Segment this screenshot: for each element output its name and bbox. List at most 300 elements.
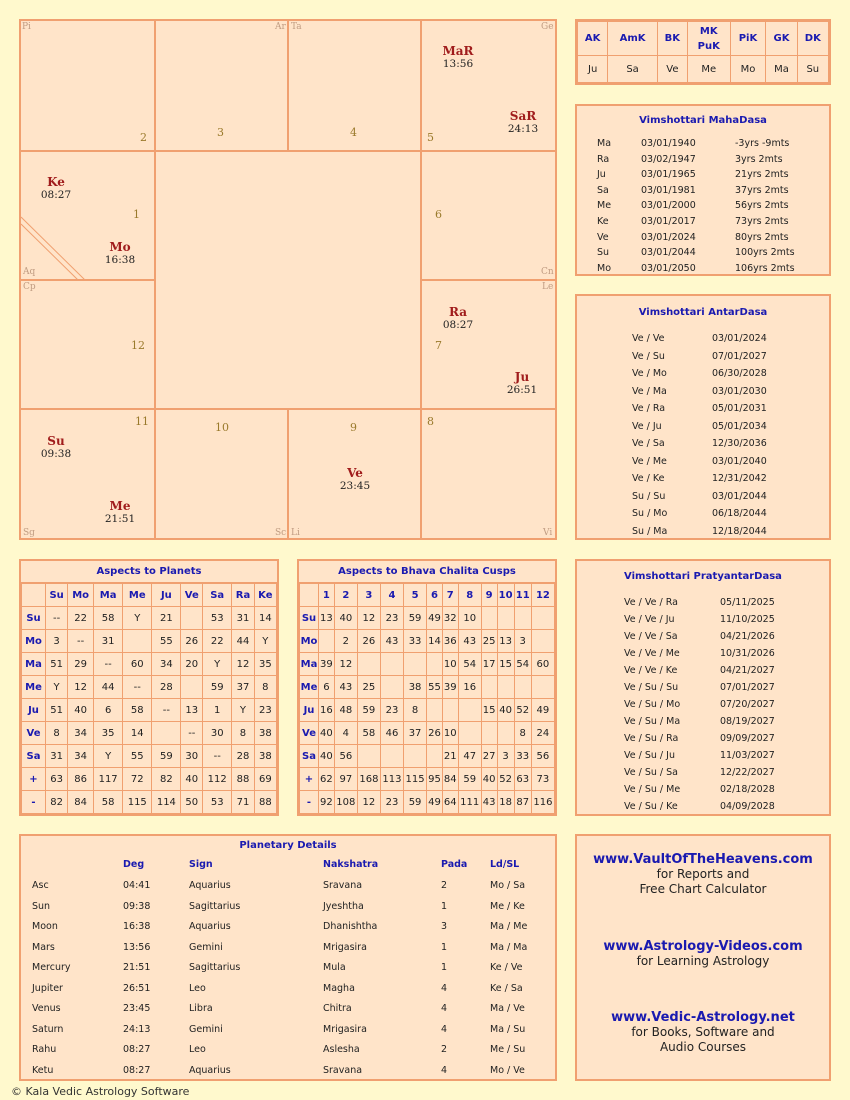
aspect-cell: 54 (458, 653, 481, 676)
aspect-cell: 25 (357, 676, 380, 699)
aspect-cell: 63 (46, 768, 68, 791)
aspect-row-header: + (22, 768, 46, 791)
mahadasa-cell: 21yrs 2mts (735, 169, 789, 181)
antardasa-cell: 03/01/2040 (712, 455, 767, 467)
aspect-cell: 8 (46, 722, 68, 745)
mahadasa-cell: Ju (597, 169, 606, 181)
aspect-cell: 23 (380, 791, 403, 814)
aspect-cell: 14 (254, 607, 276, 630)
aspect-cell: 108 (334, 791, 357, 814)
planetary-details-cell: Ke / Ve (490, 962, 523, 973)
planetary-details-header: Pada (441, 859, 468, 870)
aspect-column-header: 1 (319, 584, 335, 607)
aspect-cell: 38 (254, 745, 276, 768)
aspect-column-header: Ke (254, 584, 276, 607)
planetary-details-cell: Ke / Sa (490, 982, 523, 994)
aspect-cell: 56 (531, 745, 554, 768)
mahadasa-cell: Sa (597, 184, 609, 196)
aspect-cell: 12 (68, 676, 94, 699)
aspect-column-header: 3 (357, 584, 380, 607)
planetary-details-planet: Rahu (32, 1044, 57, 1055)
antardasa-cell: Ve / Sa (632, 438, 665, 449)
planet-name: Me (109, 499, 131, 513)
mahadasa-cell: Su (597, 247, 610, 259)
planetary-details-cell: 26:51 (123, 982, 151, 994)
karaka-value: Mo (730, 56, 766, 83)
aspect-cell: 8 (404, 699, 427, 722)
planetary-details-cell: Ma / Ve (490, 1003, 525, 1014)
planetary-details-cell: 23:45 (123, 1003, 151, 1014)
mahadasa-cell: 3yrs 2mts (735, 153, 783, 165)
aspect-cell (404, 653, 427, 676)
aspect-cell: 31 (94, 630, 123, 653)
aspect-cell: 37 (232, 676, 254, 699)
aspect-cell: 21 (152, 607, 181, 630)
sign-label-ge: Ge (541, 22, 554, 32)
karaka-header-row (578, 22, 829, 56)
aspect-cell: 50 (181, 791, 203, 814)
aspect-cell: 97 (334, 768, 357, 791)
aspect-cell: 1 (203, 699, 232, 722)
ad-link-astrology-videos[interactable]: www.Astrology-Videos.com (603, 939, 803, 954)
pratyantardasa-cell: Ve / Su / Mo (624, 699, 681, 710)
aspect-header-row (22, 584, 277, 607)
aspect-row (300, 722, 555, 745)
aspect-cell: 40 (181, 768, 203, 791)
antardasa-panel (575, 294, 831, 540)
aspect-cell: 72 (123, 768, 152, 791)
antardasa-cell: 03/01/2030 (712, 385, 767, 397)
antardasa-cell: 03/01/2024 (712, 333, 767, 344)
aspect-cell: 59 (357, 699, 380, 722)
aspect-column-header: 10 (497, 584, 514, 607)
karaka-header: AmK (608, 22, 657, 56)
planet-mercury (90, 499, 150, 525)
aspect-cell: 69 (254, 768, 276, 791)
aspect-cell (497, 722, 514, 745)
aspect-cell: 26 (427, 722, 443, 745)
mahadasa-cell: -3yrs -9mts (735, 138, 790, 149)
aspect-cell: -- (123, 676, 152, 699)
aspects-to-planets-panel (19, 559, 279, 816)
antardasa-cell: 07/01/2027 (712, 350, 767, 362)
aspect-column-header: Me (123, 584, 152, 607)
pratyantardasa-cell: 08/19/2027 (720, 716, 775, 727)
planetary-details-cell: 24:13 (123, 1023, 151, 1035)
planetary-details-cell: Libra (189, 1003, 213, 1014)
ad-vault (577, 852, 829, 897)
house-number-3: 3 (217, 126, 224, 139)
ad-line: Free Chart Calculator (639, 882, 767, 896)
mahadasa-cell: 03/01/2000 (641, 200, 696, 212)
planetary-details-cell: 04:41 (123, 880, 151, 891)
aspect-cell: 8 (514, 722, 531, 745)
sign-label-sg: Sg (23, 528, 35, 538)
planetary-details-planet: Venus (32, 1003, 61, 1014)
karaka-header: PiK (730, 22, 766, 56)
planet-degree: 26:51 (506, 384, 538, 396)
aspect-cell (380, 745, 403, 768)
aspect-row-header: Ma (22, 653, 46, 676)
planet-sun (26, 434, 86, 460)
aspect-row-header: Su (22, 607, 46, 630)
aspect-row-header: + (300, 768, 319, 791)
aspect-cell: 116 (531, 791, 554, 814)
aspect-row-header: Ju (22, 699, 46, 722)
pratyantardasa-cell: 04/09/2028 (720, 801, 775, 812)
chart-grid (21, 21, 555, 538)
planet-degree: 23:45 (339, 480, 371, 492)
planetary-details-cell: Leo (189, 1044, 206, 1055)
aspect-column-header: Su (46, 584, 68, 607)
planet-rahu (428, 305, 488, 331)
aspect-cell: -- (68, 630, 94, 653)
pratyantardasa-cell: 04/21/2026 (720, 631, 775, 642)
aspect-cell: 15 (481, 699, 497, 722)
aspect-cell: 26 (181, 630, 203, 653)
aspect-row (300, 630, 555, 653)
aspect-header-row (300, 584, 555, 607)
aspect-cell (319, 630, 335, 653)
aspect-row-header: - (300, 791, 319, 814)
pratyantardasa-cell: 05/11/2025 (720, 597, 775, 608)
mahadasa-cell: Ve (597, 231, 609, 243)
aspect-cell: 51 (46, 699, 68, 722)
aspect-cell: 59 (152, 745, 181, 768)
planet-degree: 08:27 (442, 319, 474, 331)
planetary-details-cell: 2 (441, 1044, 448, 1055)
aspect-cell: 49 (427, 607, 443, 630)
aspect-cell: 86 (68, 768, 94, 791)
aspect-cell: 59 (458, 768, 481, 791)
aspect-column-header: 6 (427, 584, 443, 607)
aspect-cell: 34 (152, 653, 181, 676)
aspect-row (22, 630, 277, 653)
aspect-cell (404, 745, 427, 768)
aspect-cell: 13 (181, 699, 203, 722)
pratyantardasa-cell: 02/18/2028 (720, 784, 775, 795)
aspect-corner-cell (22, 584, 46, 607)
planet-mars-retro (428, 44, 488, 70)
planet-name: Mo (109, 240, 131, 254)
mahadasa-cell: 03/01/2017 (641, 216, 696, 227)
planetary-details-cell: Gemini (189, 1023, 223, 1035)
planetary-details-cell: Ma / Me (490, 921, 528, 932)
planetary-details-cell: Magha (323, 982, 355, 994)
planetary-details-cell: 21:51 (123, 962, 151, 973)
aspect-cell: 58 (123, 699, 152, 722)
aspect-cell: 44 (232, 630, 254, 653)
planetary-details-cell: 4 (441, 1064, 448, 1076)
sign-label-le: Le (542, 282, 554, 292)
aspect-column-header: 4 (380, 584, 403, 607)
aspect-cell: 12 (232, 653, 254, 676)
planetary-details-cell: 4 (441, 1003, 448, 1014)
sign-label-pi: Pi (22, 22, 31, 32)
aspect-cell: 38 (404, 676, 427, 699)
planet-jupiter (492, 370, 552, 396)
sign-label-cp: Cp (23, 282, 36, 292)
aspect-cell: 31 (232, 607, 254, 630)
antardasa-cell: Su / Su (632, 490, 666, 502)
aspect-cell: 37 (404, 722, 427, 745)
antardasa-cell: 06/30/2028 (712, 368, 767, 379)
aspect-cell: 43 (380, 630, 403, 653)
pratyantardasa-cell: 11/10/2025 (720, 614, 775, 625)
mahadasa-cell: 106yrs 2mts (735, 262, 795, 274)
aspect-cell: 55 (123, 745, 152, 768)
aspect-cell: 38 (254, 722, 276, 745)
pratyantardasa-cell: 09/09/2027 (720, 733, 775, 744)
aspect-cell: 55 (427, 676, 443, 699)
karaka-value: Ma (766, 56, 797, 83)
aspect-cell (531, 607, 554, 630)
aspect-cell: 33 (404, 630, 427, 653)
aspect-column-header: Ve (181, 584, 203, 607)
pratyantardasa-cell: Ve / Su / Me (624, 784, 681, 795)
pratyantardasa-panel (575, 559, 831, 816)
aspect-cell: 36 (442, 630, 458, 653)
aspect-cell: 48 (334, 699, 357, 722)
pratyantardasa-cell: Ve / Ve / Ju (624, 614, 675, 625)
house-number-10: 10 (215, 421, 229, 434)
ad-vedic (577, 1010, 829, 1055)
aspect-cell: 64 (442, 791, 458, 814)
planetary-details-cell: Gemini (189, 941, 223, 953)
planetary-details-header: Deg (123, 859, 145, 870)
aspects-to-bhava-panel (297, 559, 557, 816)
aspect-cell: 115 (123, 791, 152, 814)
aspect-cell: 22 (68, 607, 94, 630)
antardasa-cell: 03/01/2044 (712, 490, 767, 502)
ad-link-vedic-astrology[interactable]: www.Vedic-Astrology.net (611, 1010, 795, 1025)
antardasa-cell: Ve / Ve (632, 333, 665, 344)
aspect-cell: 10 (458, 607, 481, 630)
ad-link-vaultoftheheavens[interactable]: www.VaultOfTheHeavens.com (593, 852, 813, 867)
karaka-value: Ve (657, 56, 687, 83)
sign-label-vi: Vi (543, 528, 553, 538)
aspect-column-header: Ma (94, 584, 123, 607)
planetary-details-cell: Mrigasira (323, 941, 367, 953)
aspect-cell: 10 (442, 653, 458, 676)
aspect-cell: 12 (357, 791, 380, 814)
planet-name: Ve (347, 466, 363, 480)
planet-name: Ju (514, 370, 530, 384)
aspect-cell: 52 (497, 768, 514, 791)
aspect-cell (427, 745, 443, 768)
aspect-row (300, 676, 555, 699)
aspect-cell: 4 (334, 722, 357, 745)
north-indian-chart (19, 19, 557, 540)
aspect-cell: 58 (94, 607, 123, 630)
karaka-value: Sa (608, 56, 657, 83)
aspect-cell: 40 (319, 722, 335, 745)
aspect-row-header: Me (300, 676, 319, 699)
aspect-cell: 23 (254, 699, 276, 722)
ad-line: for Learning Astrology (636, 954, 770, 968)
aspect-cell: 35 (254, 653, 276, 676)
aspect-cell: 3 (514, 630, 531, 653)
sign-label-li: Li (291, 528, 300, 538)
aspect-cell: 88 (254, 791, 276, 814)
mahadasa-cell: 03/01/1940 (641, 138, 696, 149)
aspect-cell: 58 (357, 722, 380, 745)
planet-ketu (26, 175, 86, 201)
house-number-4: 4 (350, 126, 357, 139)
antardasa-cell: Ve / Mo (632, 368, 667, 379)
aspect-cell: 88 (232, 768, 254, 791)
mahadasa-cell: 03/01/1965 (641, 169, 696, 181)
ads-panel (575, 834, 831, 1081)
planetary-details-cell: Dhanishtha (323, 921, 378, 932)
aspect-cell (481, 722, 497, 745)
aspect-cell: 43 (334, 676, 357, 699)
aspect-cell (357, 653, 380, 676)
antardasa-cell: Ve / Su (632, 350, 665, 362)
aspect-column-header: 2 (334, 584, 357, 607)
karaka-value: Ju (578, 56, 608, 83)
aspect-cell: 40 (334, 607, 357, 630)
aspect-cell: -- (152, 699, 181, 722)
aspect-cell (531, 676, 554, 699)
planetary-details-planet: Ketu (32, 1064, 54, 1076)
aspect-cell: 12 (357, 607, 380, 630)
aspect-cell: 62 (319, 768, 335, 791)
planetary-details-title: Planetary Details (239, 840, 337, 851)
planetary-details-cell: 1 (441, 900, 448, 912)
aspect-row (22, 768, 277, 791)
planetary-details-cell: 09:38 (123, 900, 151, 912)
planet-name: Ra (448, 305, 468, 319)
aspect-row-header: Mo (300, 630, 319, 653)
planetary-details-cell: Aquarius (189, 921, 231, 932)
aspect-cell: 17 (481, 653, 497, 676)
sign-label-ta: Ta (291, 22, 302, 32)
aspect-cell: 114 (152, 791, 181, 814)
aspect-cell (497, 676, 514, 699)
aspect-column-header: 12 (531, 584, 554, 607)
aspect-cell: 46 (380, 722, 403, 745)
planet-degree: 21:51 (104, 513, 136, 525)
aspect-row (300, 699, 555, 722)
aspect-row-header: Su (300, 607, 319, 630)
aspect-cell: 58 (94, 791, 123, 814)
aspect-column-header: Ju (152, 584, 181, 607)
planet-name: Su (47, 434, 65, 448)
aspect-cell: 18 (497, 791, 514, 814)
aspect-row (22, 791, 277, 814)
aspect-cell: 84 (442, 768, 458, 791)
aspect-cell: 39 (319, 653, 335, 676)
aspect-cell: 56 (334, 745, 357, 768)
planetary-details-header: Ld/SL (490, 859, 520, 870)
karaka-header: AK (578, 22, 608, 56)
antardasa-cell: 12/31/2042 (712, 473, 767, 484)
aspect-row (300, 768, 555, 791)
pratyantardasa-cell: Ve / Ve / Sa (624, 631, 678, 642)
aspect-cell (442, 699, 458, 722)
aspect-cell: 8 (254, 676, 276, 699)
planetary-details-planet: Asc (32, 880, 49, 891)
planetary-details-cell: Mo / Ve (490, 1064, 525, 1076)
aspect-cell: 34 (68, 722, 94, 745)
aspect-cell: 95 (427, 768, 443, 791)
antardasa-cell: 06/18/2044 (712, 508, 767, 519)
planetary-details-header: Sign (189, 859, 213, 870)
aspect-cell: 3 (497, 745, 514, 768)
aspect-cell: 49 (531, 699, 554, 722)
aspect-row (300, 607, 555, 630)
aspect-cell: 6 (94, 699, 123, 722)
aspect-cell: 20 (181, 653, 203, 676)
aspect-cell: 59 (404, 607, 427, 630)
planetary-details-planet: Sun (32, 900, 51, 912)
aspect-column-header: Sa (203, 584, 232, 607)
antardasa-cell: 12/18/2044 (712, 525, 767, 537)
aspect-cell (514, 676, 531, 699)
mahadasa-panel (575, 104, 831, 276)
aspect-cell: 30 (181, 745, 203, 768)
aspect-row-header: Mo (22, 630, 46, 653)
aspect-cell: 44 (94, 676, 123, 699)
aspects-to-planets-title: Aspects to Planets (21, 561, 277, 583)
karaka-header: BK (657, 22, 687, 56)
aspect-cell: Y (254, 630, 276, 653)
pratyantardasa-cell: 04/21/2027 (720, 665, 775, 676)
aspect-cell: 3 (46, 630, 68, 653)
aspect-cell: 60 (123, 653, 152, 676)
aspect-cell: 24 (531, 722, 554, 745)
aspect-corner-cell (300, 584, 319, 607)
planet-saturn-retro (493, 109, 553, 135)
planetary-details-cell: Jyeshtha (323, 900, 364, 912)
aspect-cell: 112 (203, 768, 232, 791)
sign-label-cn: Cn (541, 267, 554, 277)
planet-name: Ke (47, 175, 65, 189)
aspect-cell (531, 630, 554, 653)
aspect-cell (123, 630, 152, 653)
planetary-details-cell: Mrigasira (323, 1023, 367, 1035)
pratyantardasa-cell: Ve / Su / Ju (624, 750, 675, 761)
aspect-cell: 34 (68, 745, 94, 768)
planetary-details-planet: Moon (32, 921, 58, 932)
mahadasa-cell: 03/01/2024 (641, 231, 696, 243)
planetary-details-cell: Mo / Sa (490, 880, 526, 891)
pratyantardasa-title: Vimshottari PratyantarDasa (624, 571, 782, 582)
planetary-details-cell: 08:27 (123, 1064, 151, 1076)
ad-videos (577, 939, 829, 969)
aspect-row-header: Ve (22, 722, 46, 745)
aspect-cell (427, 699, 443, 722)
aspect-cell: 6 (319, 676, 335, 699)
aspect-cell: 10 (442, 722, 458, 745)
karaka-header: DK (797, 22, 828, 56)
mahadasa-cell: 37yrs 2mts (735, 184, 789, 196)
planet-degree: 09:38 (40, 448, 72, 460)
aspect-row (300, 791, 555, 814)
planetary-details-cell: 2 (441, 880, 448, 891)
aspect-cell (380, 653, 403, 676)
aspect-cell (357, 745, 380, 768)
ad-line: Audio Courses (659, 1040, 747, 1054)
sign-label-aq: Aq (23, 267, 36, 277)
aspect-row (22, 676, 277, 699)
aspect-column-header: 8 (458, 584, 481, 607)
planetary-details-cell: 3 (441, 921, 448, 932)
mahadasa-cell: Me (597, 200, 612, 212)
aspect-cell: 113 (380, 768, 403, 791)
aspect-cell: 43 (481, 791, 497, 814)
